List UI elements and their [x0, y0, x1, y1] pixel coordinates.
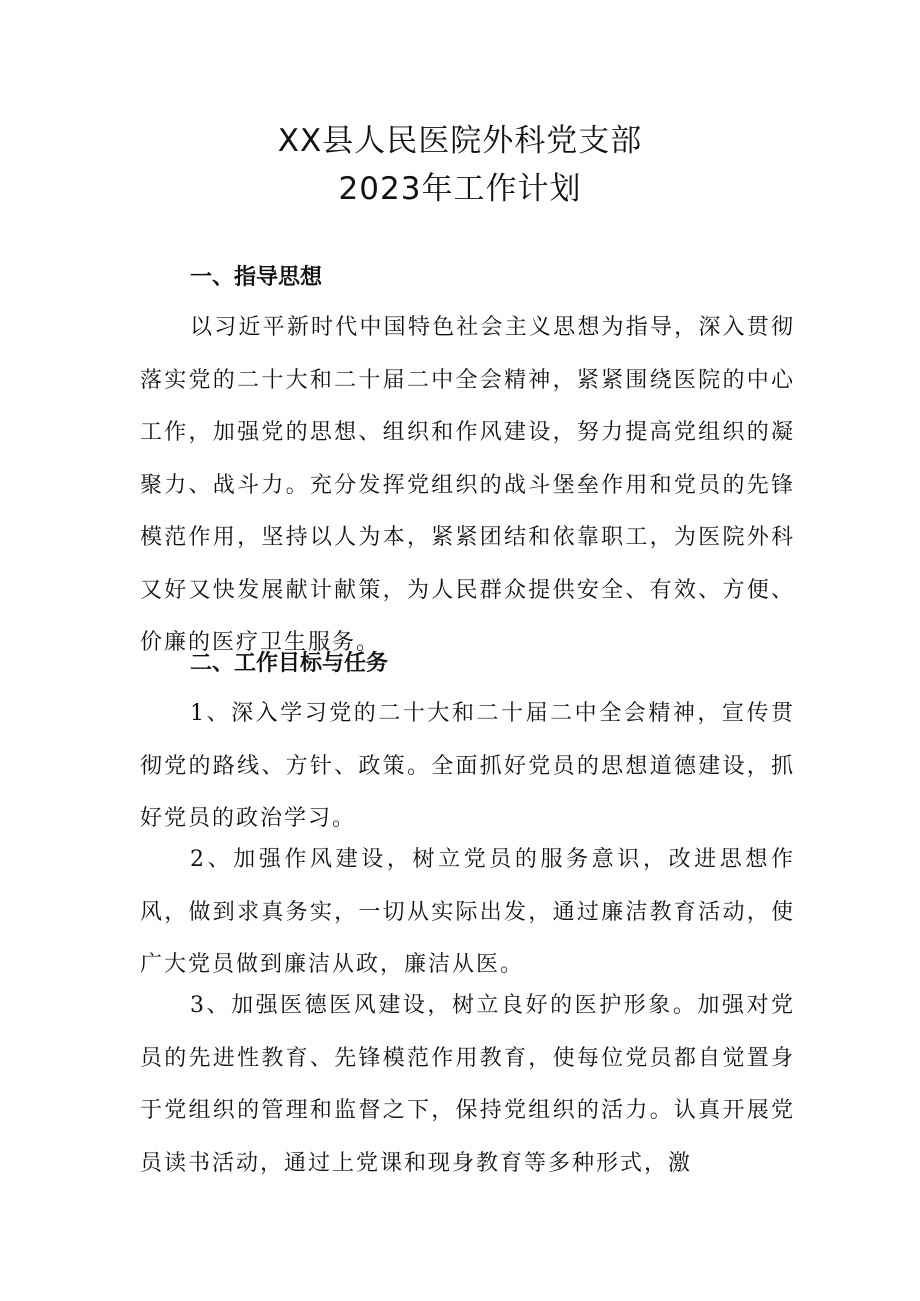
paragraph-task-1: 1、深入学习党的二十大和二十届二中全会精神，宣传贯彻党的路线、方针、政策。全面抓好党员的思想道德建设，抓好党员的政治学习。 [140, 701, 795, 831]
paragraph-guiding-ideology: 以习近平新时代中国特色社会主义思想为指导，深入贯彻落实党的二十大和二十届二中全会精神，紧紧围绕医院的中心工作，加强党的思想、组织和作风建设，努力提高党组织的凝聚力、战斗力。充分发挥党组织的战斗堡垒作用和党员的先锋模范作用，坚持以人为本，紧紧团结和依靠职工，为医院外科又好又快发展献计献策，为人民群众提供安全、有效、方便、价廉的医疗卫生服务。 [140, 315, 795, 655]
section-heading-goals-tasks: 二、工作目标与任务 [190, 651, 389, 676]
document-title-line-2: 2023年工作计划 [338, 171, 582, 207]
paragraph-task-2: 2、加强作风建设，树立党员的服务意识，改进思想作风，做到求真务实，一切从实际出发，通过廉洁教育活动，使广大党员做到廉洁从政，廉洁从医。 [140, 847, 795, 977]
document-title-line-1: XX县人民医院外科党支部 [277, 123, 643, 159]
paragraph-task-3: 3、加强医德医风建设，树立良好的医护形象。加强对党员的先进性教育、先锋模范作用教育，使每位党员都自觉置身于党组织的管理和监督之下，保持党组织的活力。认真开展党员读书活动，通过上党课和现身教育等多种形式，激 [140, 993, 795, 1176]
section-heading-guiding-ideology: 一、指导思想 [190, 265, 323, 290]
